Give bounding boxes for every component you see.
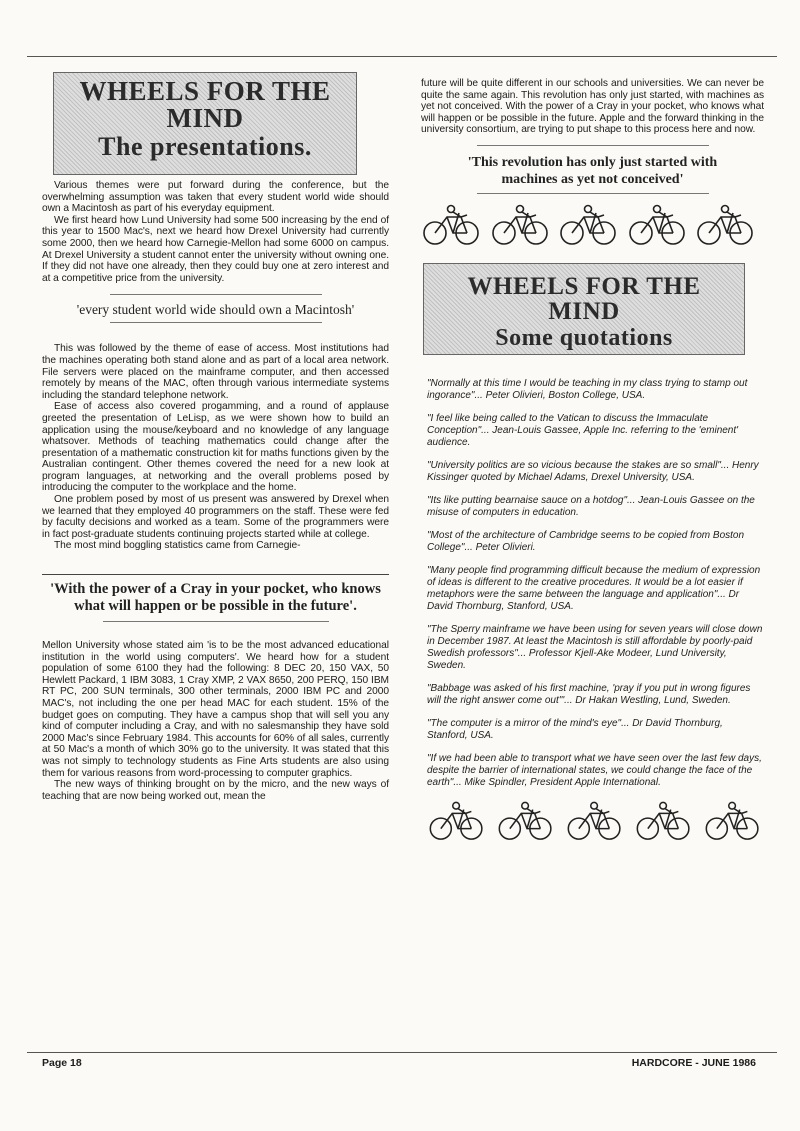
right-column — [421, 78, 764, 842]
quote-item: "Many people find programming difficult because the medium of expression of ideas is different to the creative procedures. It would be a lot easier if metaphors were the same between the language and application"... Dr David Thornburg, Stanford, USA. — [427, 564, 761, 612]
title-box-quotations — [423, 263, 745, 355]
cyclist-icon — [565, 800, 627, 842]
paragraph: future will be quite different in our schools and universities. We can never be quite the same again. This revolution has only just started, with machines as yet not conceived. With the power of a Cray in your pocket, who knows what will happen or be possible in the future. Apple and the forward thinking in the university consortium, are trying to put shape to this process here and now. — [421, 78, 764, 136]
title-line-1: WHEELS FOR THE — [79, 76, 331, 106]
cyclist-icon — [703, 800, 765, 842]
quote-item: "I feel like being called to the Vatican to discuss the Immaculate Conception"... Jean-Louis Gassee, Apple Inc. referring to the 'eminent' audience. — [427, 412, 739, 448]
paragraph: We first heard how Lund University had some 500 increasing by the end of this year to 1500 Mac's, next we heard how Drexel University had currently some 2000, then we heard how Carnegie-Mellon had some 6000 on campus. At Drexel University a student cannot enter the university without owning one. If they did not have one already, then they could buy one at zero interest and at a competitive price from the university. — [42, 214, 389, 284]
cyclist-decoration-row — [421, 203, 759, 247]
cyclist-icon — [695, 203, 759, 247]
cyclist-icon — [427, 800, 489, 842]
title-line-3: Some quotations — [495, 324, 673, 351]
page-number: Page 18 — [42, 1057, 82, 1069]
title-line-2: MIND — [166, 103, 244, 133]
title-line-3: The presentations. — [98, 132, 312, 161]
cyclist-decoration-row — [421, 800, 765, 842]
paragraph: The most mind boggling statistics came from Carnegie- — [54, 540, 301, 552]
quote-item: "The computer is a mirror of the mind's eye"... Dr David Thornburg, Stanford, USA. — [427, 717, 723, 741]
title-box-presentations — [53, 72, 357, 175]
quote-item: "Its like putting bearnaise sauce on a hotdog"... Jean-Louis Gassee on the misuse of computers in education. — [427, 494, 755, 518]
cyclist-icon — [490, 203, 554, 247]
issue-label: HARDCORE - JUNE 1986 — [631, 1057, 756, 1069]
quote-item: "Babbage was asked of his first machine, 'pray if you put in wrong figures will the right answer come out'"... Dr Hakan Westling, Lund, Sweden. — [427, 682, 751, 706]
pull-quote-rule — [42, 574, 389, 575]
top-rule — [27, 56, 777, 57]
paragraph: Various themes were put forward during the conference, but the overwhelming assumption was taken that every student world wide should own a Macintosh as part of his everyday equipment. — [42, 180, 389, 215]
quote-item: "The Sperry mainframe we have been using for seven years will close down in December 1987. At least the Macintosh is still affordable by poorly-paid Swedish professors"... Professor Kjell-Ake Modeer, Lund University, Sweden. — [427, 623, 763, 671]
pull-quote-rule — [110, 294, 322, 295]
paragraph: Ease of access also covered progamming, and a round of applause greeted the presentation of LeLisp, as we were shown how to build an application using the mouse/keyboard and no knowledge of any language whatsover. Methods of teaching mathematics could change after the presentation of a mathematic construction kit for maths functions given by the Australian contingent. Other themes covered the need for a new look at program languages, at networking and the overall problems posed by introducing the computer to the workplace and the home. — [42, 401, 389, 494]
pull-quote-rule — [477, 145, 709, 146]
quote-item: "Normally at this time I would be teaching in my class trying to stamp out ingorance"... Peter Olivieri, Boston College, USA. — [427, 377, 748, 401]
paragraph: This was followed by the theme of ease of access. Most institutions had the machines operating both stand alone and as part of a local area network. File servers were placed on the mainframe computer, and then accessed remotely by means of the MAC, often through various intermediate systems including the standard telephone network. — [42, 343, 389, 401]
title-line-1: WHEELS FOR THE — [467, 272, 701, 300]
quote-item: "If we had been able to transport what we have seen over the last few days, despite the barrier of international states, we could change the face of the earth"... Mike Spindler, President Apple International. — [427, 752, 762, 788]
pull-quote: 'This revolution has only just started with machines as yet not conceived' — [467, 154, 718, 187]
cyclist-icon — [421, 203, 485, 247]
pull-quote: 'With the power of a Cray in your pocket, who knows what will happen or be possible in the future'. — [50, 581, 381, 615]
quote-item: "University politics are so vicious because the stakes are so small"... Henry Kissinger quoted by Michael Adams, Drexel University, USA. — [427, 459, 759, 483]
cyclist-icon — [496, 800, 558, 842]
pull-quote-rule — [110, 322, 322, 323]
cyclist-icon — [558, 203, 622, 247]
pull-quote-rule — [477, 193, 709, 194]
pull-quote-rule — [103, 621, 329, 622]
pull-quote: 'every student world wide should own a Macintosh' — [76, 302, 355, 318]
quotes-list — [421, 378, 764, 789]
bottom-rule — [27, 1052, 777, 1053]
cyclist-icon — [634, 800, 696, 842]
cyclist-icon — [627, 203, 691, 247]
quote-item: "Most of the architecture of Cambridge seems to be copied from Boston College"... Peter Olivieri. — [427, 529, 745, 553]
paragraph: One problem posed by most of us present was answered by Drexel when we learned that they employed 40 programmers on the staff. These were fed by faculty decisions and worked as a team. Some of the programmers were in fact post-graduate students continuing projects started while at college. — [42, 494, 389, 540]
paragraph: Mellon University whose stated aim 'is to be the most advanced educational institution in the world using computers'. We heard how for a student population of some 6100 they had the following: 8 DEC 20, 150 VAX, 50 Hewlett Packard, 1 IBM 3083, 1 Cray XMP, 2 VAX 8650, 200 PERQ, 150 IBM RT PC, 200 SUN terminals, 300 other terminals, 2000 IBM PC and 2000 MAC's, not including the one per head MAC for each student. 15% of the budget goes on computing. They have a campus shop that will sell you any kind of computer including a Cray, and with no salesmanship they have sold 2000 Mac's since February 1984. This accounts for 60% of all sales, currently at 50 Mac's a month of which 30% go to the university. It was stated that this was not simply to technology students as Fine Arts students are also using them for various reasons from word-processing to computer graphics. — [42, 640, 389, 779]
paragraph: The new ways of thinking brought on by the micro, and the new ways of teaching that are now being worked out, mean the — [42, 779, 389, 802]
left-column — [42, 72, 389, 802]
title-line-2: MIND — [548, 297, 620, 325]
